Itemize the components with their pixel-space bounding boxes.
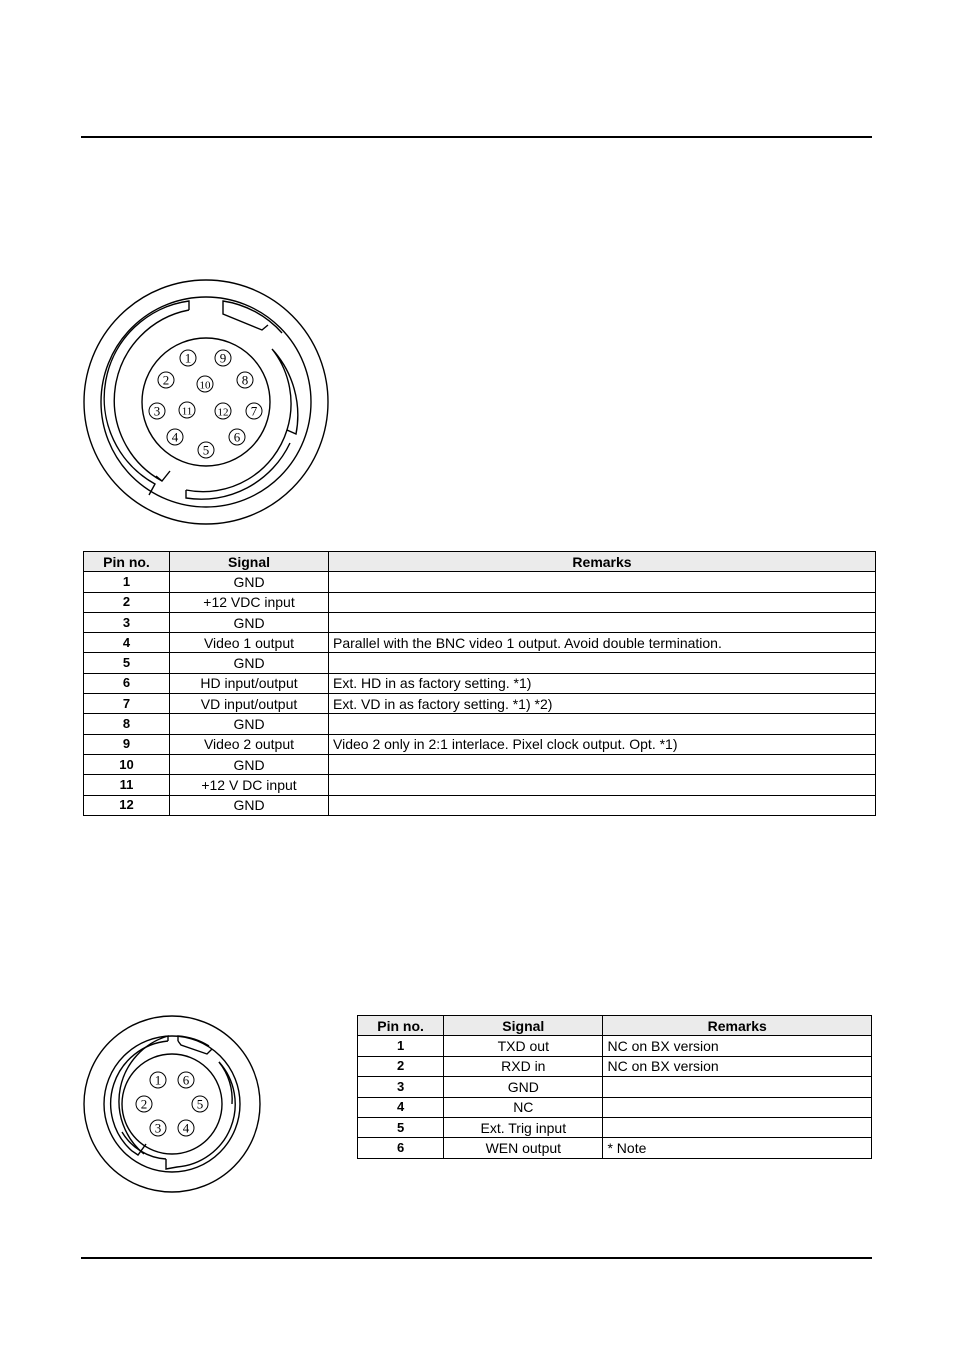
pin-1-label [180, 350, 196, 366]
svg-text:1: 1 [184, 350, 192, 366]
remarks-cell: * Note [603, 1138, 872, 1158]
table-row [84, 653, 876, 673]
second-ring [104, 1036, 240, 1172]
svg-text:12: 12 [217, 406, 229, 419]
connector-6-pin-diagram [82, 1014, 262, 1194]
header-pin-no: Pin no. [84, 552, 170, 572]
svg-text:2: 2 [140, 1096, 148, 1112]
signal-cell: NC [444, 1097, 603, 1117]
signal-cell: GND [170, 653, 329, 673]
table-row [84, 694, 876, 714]
table-row [84, 572, 876, 592]
pin-number-cell: 2 [84, 592, 170, 612]
pin-1-label [150, 1072, 166, 1088]
table-header-row [84, 552, 876, 572]
table-header-row [358, 1016, 872, 1036]
header-remarks: Remarks [329, 552, 876, 572]
remarks-cell [329, 754, 876, 774]
top-rule [81, 136, 872, 138]
insert-face [122, 1054, 222, 1154]
pin-6-label [178, 1072, 194, 1088]
header-pin-no: Pin no. [358, 1016, 444, 1036]
table-row [84, 633, 876, 653]
signal-cell: GND [170, 754, 329, 774]
svg-text:8: 8 [241, 372, 249, 388]
svg-text:10: 10 [199, 379, 211, 392]
remarks-cell: Video 2 only in 2:1 interlace. Pixel clock output. Opt. *1) [329, 734, 876, 754]
remarks-cell: NC on BX version [603, 1056, 872, 1076]
signal-cell: GND [170, 612, 329, 632]
pin-number-cell: 6 [358, 1138, 444, 1158]
table-row [84, 592, 876, 612]
table-row [84, 673, 876, 693]
table-row [84, 775, 876, 795]
connector-12-pin-table [83, 551, 876, 816]
remarks-cell [603, 1097, 872, 1117]
pin-5-label [198, 442, 214, 458]
signal-cell: Ext. Trig input [444, 1117, 603, 1137]
pin-number-cell: 12 [84, 795, 170, 815]
svg-text:5: 5 [196, 1096, 204, 1112]
pin-8-label [237, 372, 253, 388]
signal-cell: HD input/output [170, 673, 329, 693]
signal-cell: GND [170, 572, 329, 592]
bottom-rule [81, 1257, 872, 1259]
pin-number-cell: 2 [358, 1056, 444, 1076]
svg-text:11: 11 [181, 405, 193, 418]
remarks-cell [329, 795, 876, 815]
svg-text:3: 3 [154, 1120, 162, 1136]
pin-2-label [158, 372, 174, 388]
signal-cell: GND [444, 1077, 603, 1097]
pin-number-cell: 9 [84, 734, 170, 754]
svg-text:2: 2 [162, 372, 170, 388]
signal-cell: GND [170, 714, 329, 734]
pin-number-cell: 3 [84, 612, 170, 632]
remarks-cell [329, 714, 876, 734]
svg-text:1: 1 [154, 1072, 162, 1088]
pin-number-cell: 4 [84, 633, 170, 653]
connector-6-pin-table [357, 1015, 872, 1159]
pin-3-label [149, 403, 165, 419]
pin-4-label [178, 1120, 194, 1136]
signal-cell: TXD out [444, 1036, 603, 1056]
table-row [358, 1138, 872, 1158]
remarks-cell [329, 653, 876, 673]
pin-number-cell: 7 [84, 694, 170, 714]
pin-12-label [215, 403, 231, 419]
pin-10-label [197, 376, 213, 392]
remarks-cell: Ext. VD in as factory setting. *1) *2) [329, 694, 876, 714]
signal-cell: GND [170, 795, 329, 815]
remarks-cell [329, 572, 876, 592]
pin-6-label [229, 429, 245, 445]
pin-5-label [192, 1096, 208, 1112]
svg-text:3: 3 [153, 403, 161, 419]
table-row [358, 1056, 872, 1076]
table-row [84, 612, 876, 632]
pin-11-label [179, 402, 195, 418]
signal-cell: +12 VDC input [170, 592, 329, 612]
pin-number-cell: 5 [84, 653, 170, 673]
table-row [358, 1077, 872, 1097]
remarks-cell [329, 612, 876, 632]
pin-number-cell: 11 [84, 775, 170, 795]
svg-text:9: 9 [219, 350, 227, 366]
pin-number-cell: 3 [358, 1077, 444, 1097]
table-row [84, 754, 876, 774]
signal-cell: WEN output [444, 1138, 603, 1158]
svg-text:7: 7 [250, 403, 258, 419]
pin-number-cell: 10 [84, 754, 170, 774]
remarks-cell [603, 1077, 872, 1097]
signal-cell: +12 V DC input [170, 775, 329, 795]
pin-2-label [136, 1096, 152, 1112]
remarks-cell: Ext. HD in as factory setting. *1) [329, 673, 876, 693]
signal-cell: Video 2 output [170, 734, 329, 754]
table-row [358, 1097, 872, 1117]
pin-number-cell: 1 [358, 1036, 444, 1056]
remarks-cell [329, 592, 876, 612]
table-row [358, 1117, 872, 1137]
pin-number-cell: 5 [358, 1117, 444, 1137]
pin-number-cell: 6 [84, 673, 170, 693]
remarks-cell [603, 1117, 872, 1137]
connector-12-pin-diagram [82, 278, 330, 526]
signal-cell: Video 1 output [170, 633, 329, 653]
table-row [84, 795, 876, 815]
pin-number-cell: 4 [358, 1097, 444, 1117]
pin-3-label [150, 1120, 166, 1136]
remarks-cell [329, 775, 876, 795]
signal-cell: VD input/output [170, 694, 329, 714]
pin-4-label [167, 429, 183, 445]
svg-text:4: 4 [171, 429, 179, 445]
table-row [84, 734, 876, 754]
svg-text:4: 4 [182, 1120, 190, 1136]
header-remarks: Remarks [603, 1016, 872, 1036]
svg-text:6: 6 [182, 1072, 190, 1088]
svg-text:5: 5 [202, 442, 210, 458]
pin-7-label [246, 403, 262, 419]
remarks-cell: NC on BX version [603, 1036, 872, 1056]
remarks-cell: Parallel with the BNC video 1 output. Avoid double termination. [329, 633, 876, 653]
signal-cell: RXD in [444, 1056, 603, 1076]
pin-number-cell: 8 [84, 714, 170, 734]
header-signal: Signal [170, 552, 329, 572]
table-row [358, 1036, 872, 1056]
header-signal: Signal [444, 1016, 603, 1036]
svg-text:6: 6 [233, 429, 241, 445]
table-row [84, 714, 876, 734]
pin-number-cell: 1 [84, 572, 170, 592]
pin-9-label [215, 350, 231, 366]
